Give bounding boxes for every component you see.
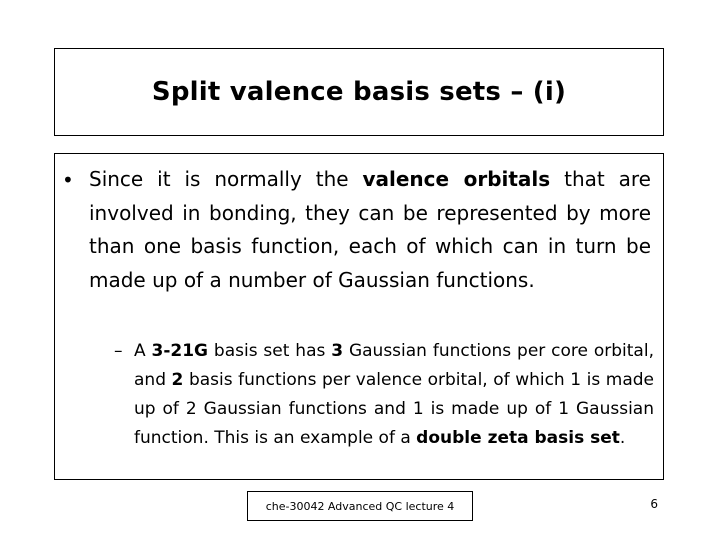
sub-bold-2: 2 (171, 370, 184, 390)
sub-bullet-item (114, 337, 654, 453)
footer-text: che-30042 Advanced QC lecture 4 (265, 499, 455, 513)
slide-title: Split valence basis sets – (i) (151, 77, 567, 107)
bullet-bold-valence-orbitals: valence orbitals (362, 167, 551, 191)
sub-bullet-marker: – (114, 341, 123, 361)
title-box (54, 48, 664, 136)
sub-text-part: A (134, 341, 152, 361)
bullet-text (89, 163, 651, 297)
bullet-text-part: that are involved in bonding, they can be represented by more than one basis function, each of which can in turn be made up of a number of Gaussian functions. (89, 167, 651, 292)
sub-text-part: basis set has (208, 341, 332, 361)
sub-bold-3-21g: 3-21G (151, 341, 209, 361)
sub-text-part: basis functions per valence orbital, of which 1 is made up of 2 Gaussian functions and 1 is made up of 1 Gaussian function. This is an example of a (134, 370, 654, 448)
page-number: 6 (650, 497, 658, 511)
bullet-text-part: Since it is normally the (89, 167, 363, 191)
sub-text-part: Gaussian functions per core orbital, and (134, 341, 654, 390)
sub-text-part: . (619, 428, 626, 448)
sub-bold-3: 3 (331, 341, 344, 361)
bullet-item (62, 163, 654, 297)
sub-bold-double-zeta: double zeta basis set (416, 428, 620, 448)
footer-box (247, 491, 473, 521)
bullet-marker: • (62, 168, 74, 192)
content-box (54, 153, 664, 480)
sub-bullet-text (134, 337, 654, 453)
